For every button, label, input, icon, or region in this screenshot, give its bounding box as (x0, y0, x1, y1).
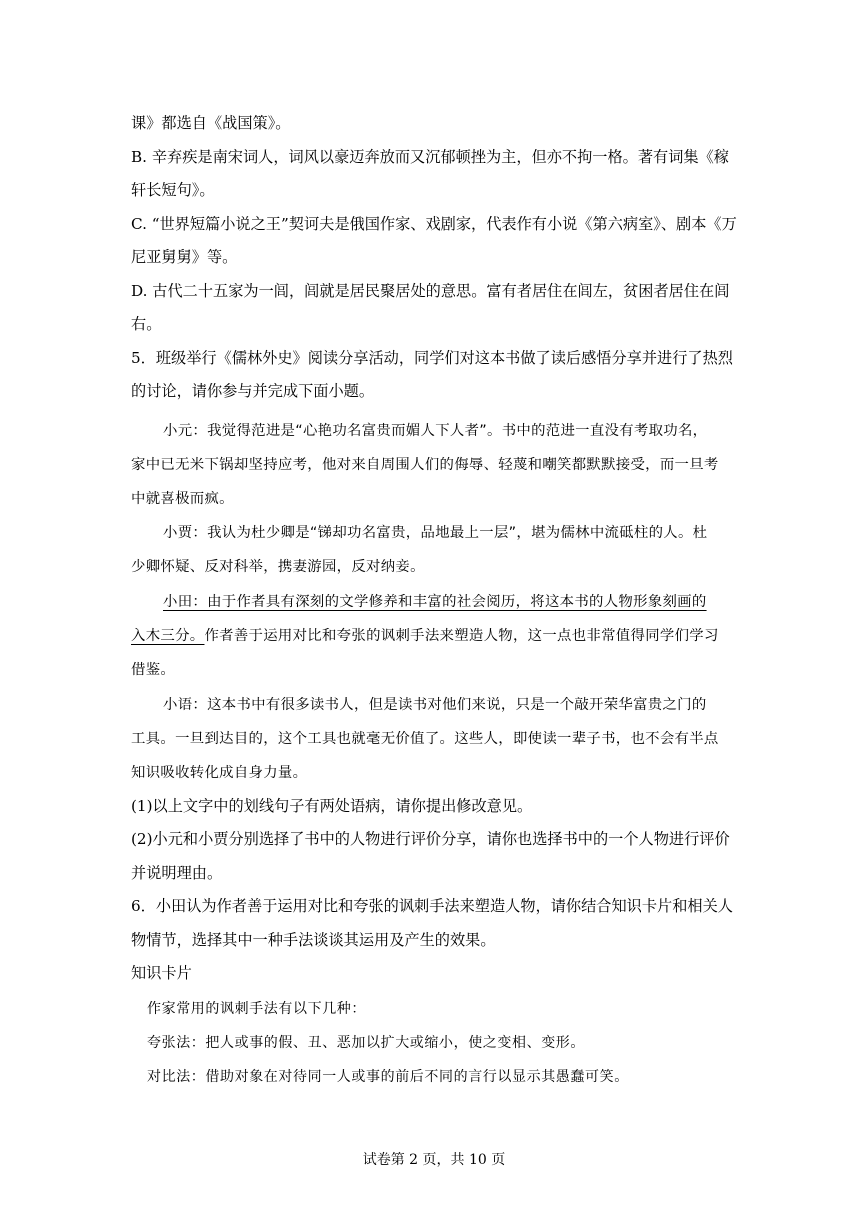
discussion-xiaojia-2: 少卿怀疑、反对科举，携妻游园，反对纳妾。 (131, 559, 425, 575)
discussion-xiaotian-3: 借鉴。 (131, 662, 176, 678)
discussion-xiaojia: 小贾：我认为杜少卿是“锑却功名富贵，品地最上一层”，堪为儒林中流砥柱的人。杜 (163, 525, 708, 541)
discussion-xiaoyu: 小语：这本书中有很多读书人，但是读书对他们来说，只是一个敲开荣华富贵之门的 (163, 697, 707, 713)
option-c: C. “世界短篇小说之王”契诃夫是俄国作家、戏剧家，代表作有小说《第六病室》、剧本《万 (131, 215, 737, 233)
page-footer: 试卷第 2 页，共 10 页 (362, 1152, 506, 1168)
underlined-sentence: 小田：由于作者具有深刻的文学修养和丰富的社会阅历，将这本书的人物形象刻画的 (163, 594, 707, 610)
discussion-xiaotian-2 (131, 619, 739, 653)
sub-question-1: (1)以上文字中的划线句子有两处语病，请你提出修改意见。 (131, 797, 533, 815)
question-6: 6．小田认为作者善于运用对比和夸张的讽刺手法来塑造人物，请你结合知识卡片和相关人 (131, 897, 733, 915)
option-b: B. 辛弃疾是南宋词人，词风以豪迈奔放而又沉郁顿挫为主，但亦不拘一格。著有词集《稼 (131, 148, 729, 166)
option-c-continued: 尼亚舅舅》等。 (131, 248, 238, 266)
knowledge-card-title: 知识卡片 (131, 964, 192, 982)
option-b-continued: 轩长短句》。 (131, 181, 215, 199)
knowledge-card-exaggeration: 夸张法：把人或事的假、丑、恶加以扩大或缩小，使之变相、变形。 (147, 1035, 585, 1051)
underlined-sentence-end: 入木三分。 (131, 628, 205, 644)
knowledge-card-contrast: 对比法：借助对象在对待同一人或事的前后不同的言行以显示其愚蠢可笑。 (147, 1069, 629, 1085)
discussion-xiaoyuan-3: 中就喜极而疯。 (131, 491, 234, 507)
option-d-continued: 右。 (131, 315, 162, 333)
option-d: D. 古代二十五家为一闾，闾就是居民聚居处的意思。富有者居住在闾左，贫困者居住在闾 (131, 282, 730, 300)
discussion-xiaotian (163, 585, 771, 619)
discussion-xiaoyu-2: 工具。一旦到达目的，这个工具也就毫无价值了。这些人，即使读一辈子书，也不会有半点 (131, 731, 719, 747)
discussion-xiaoyuan: 小元：我觉得范进是“心艳功名富贵而媚人下人者”。书中的范进一直没有考取功名， (163, 423, 708, 439)
sub-question-2-continued: 并说明理由。 (131, 864, 223, 882)
question-5-continued: 的讨论，请你参与并完成下面小题。 (131, 382, 374, 400)
discussion-xiaoyuan-2: 家中已无米下锅却坚持应考，他对来自周围人们的侮辱、轻蔑和嘲笑都默默接受，而一旦考 (131, 457, 719, 473)
option-a-continued: 课》都选自《战国策》。 (131, 114, 291, 132)
knowledge-card-intro: 作家常用的讽刺手法有以下几种： (147, 1001, 366, 1017)
question-6-continued: 物情节，选择其中一种手法谈谈其运用及产生的效果。 (131, 931, 496, 949)
discussion-xiaoyu-3: 知识吸收转化成自身力量。 (131, 765, 308, 781)
sub-question-2: (2)小元和小贾分别选择了书中的人物进行评价分享，请你也选择书中的一个人物进行评价 (131, 830, 730, 848)
discussion-xiaotian-2-text: 作者善于运用对比和夸张的讽刺手法来塑造人物，这一点也非常值得同学们学习 (204, 628, 719, 644)
question-5: 5．班级举行《儒林外史》阅读分享活动，同学们对这本书做了读后感悟分享并进行了热烈 (131, 349, 733, 367)
